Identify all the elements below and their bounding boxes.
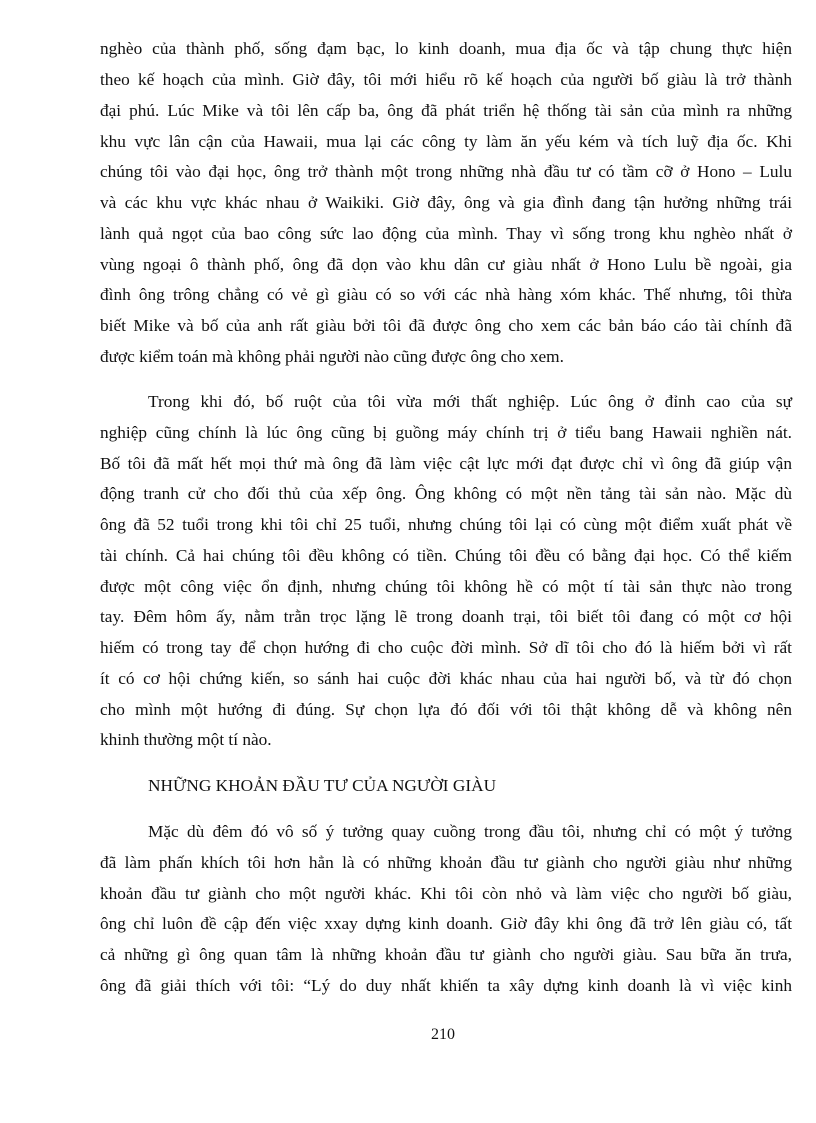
text-line: chúng tôi vào đại học, ông trở thành một trong những nhà đầu tư có tầm cỡ ở Hono – Lulu (100, 162, 792, 181)
text-line: theo kế hoạch của mình. Giờ đây, tôi mới hiểu rõ kế hoạch của người bố giàu là trở thành (100, 70, 792, 89)
text-line: ít có cơ hội chứng kiến, so sánh hai cuộc đời khác nhau của hai người bố, và từ đó chọn (100, 669, 792, 688)
text-line: khinh thường một tí nào. (100, 730, 272, 749)
text-line: nghèo của thành phố, sống đạm bạc, lo kinh doanh, mua địa ốc và tập chung thực hiện (100, 39, 792, 58)
text-line: Bố tôi đã mất hết mọi thứ mà ông đã làm việc cật lực mới đạt được chỉ vì ông đã giúp vận (100, 454, 792, 473)
text-line: ông đã 52 tuổi trong khi tôi chỉ 25 tuổi, nhưng chúng tôi lại có cùng một điểm xuất phát về (100, 515, 792, 534)
text-line: biết Mike và bố của anh rất giàu bởi tôi đã được ông cho xem các bản báo cáo tài chính đã (100, 316, 792, 335)
text-line: đại phú. Lúc Mike và tôi lên cấp ba, ông đã phát triển hệ thống tài sản của mình ra những (100, 101, 792, 120)
text-line: ông đã giải thích với tôi: “Lý do duy nhất khiến ta xây dựng kinh doanh là vì việc kinh (100, 976, 792, 995)
text-line: lành quả ngọt của bao công sức lao động của mình. Thay vì sống trong khu nghèo nhất ở (100, 224, 792, 243)
text-line: tài chính. Cả hai chúng tôi đều không có tiền. Chúng tôi đều có bằng đại học. Có thể kiếm (100, 546, 792, 565)
text-line: được kiểm toán mà không phải người nào cũng được ông cho xem. (100, 347, 564, 366)
text-line: cả những gì ông quan tâm là những khoản đầu tư giành cho người giàu. Sau bữa ăn trưa, (100, 945, 792, 964)
text-line: Trong khi đó, bố ruột của tôi vừa mới thất nghiệp. Lúc ông ở đỉnh cao của sự (148, 392, 792, 411)
text-line: được một công việc ổn định, nhưng chúng tôi không hề có một tí tài sản thực nào trong (100, 577, 792, 596)
text-line: cho mình một hướng đi đúng. Sự chọn lựa đó đối với tôi thật không dễ và không nên (100, 700, 792, 719)
text-line: tay. Đêm hôm ấy, nằm trằn trọc lặng lẽ trong doanh trại, tôi biết tôi đang có một cơ hội (100, 607, 792, 626)
text-line: động tranh cử cho đối thủ của xếp ông. Ông không có một nền tảng tài sản nào. Mặc dù (100, 484, 792, 503)
text-line: nghiệp cũng chính là lúc ông cũng bị guồng máy chính trị ở tiểu bang Hawaii nghiền nát. (100, 423, 792, 442)
text-line: ông chỉ luôn đề cập đến việc xxay dựng kinh doanh. Giờ đây khi ông đã trở lên giàu có, tất (100, 914, 792, 933)
page-number: 210 (431, 1026, 455, 1043)
text-line: vùng ngoại ô thành phố, ông đã dọn vào khu dân cư giàu nhất ở Hono Lulu bề ngoài, gia (100, 255, 792, 274)
text-line: và các khu vực khác nhau ở Waikiki. Giờ đây, ông và gia đình đang tận hưởng những trái (100, 193, 792, 212)
text-line: khoản đầu tư giành cho một người khác. Khi tôi còn nhỏ và làm việc cho người bố giàu, (100, 884, 792, 903)
text-line: Mặc dù đêm đó vô số ý tưởng quay cuồng trong đầu tôi, nhưng chỉ có một ý tưởng (148, 822, 792, 841)
text-line: khu vực lân cận của Hawaii, mua lại các công ty làm ăn yếu kém và tích luỹ địa ốc. Khi (100, 132, 792, 151)
section-heading: NHỮNG KHOẢN ĐẦU TƯ CỦA NGƯỜI GIÀU (148, 776, 497, 795)
text-line: hiếm có trong tay để chọn hướng đi cho cuộc đời mình. Sở dĩ tôi cho đó là hiếm bởi vì rất (100, 638, 792, 657)
text-line: đình ông trông chẳng có vẻ gì giàu có so với các nhà hàng xóm khác. Thế nhưng, tôi thừa (100, 285, 792, 304)
text-line: đã làm phấn khích tôi hơn hẳn là có những khoản đầu tư giành cho người giàu như những (100, 853, 792, 872)
